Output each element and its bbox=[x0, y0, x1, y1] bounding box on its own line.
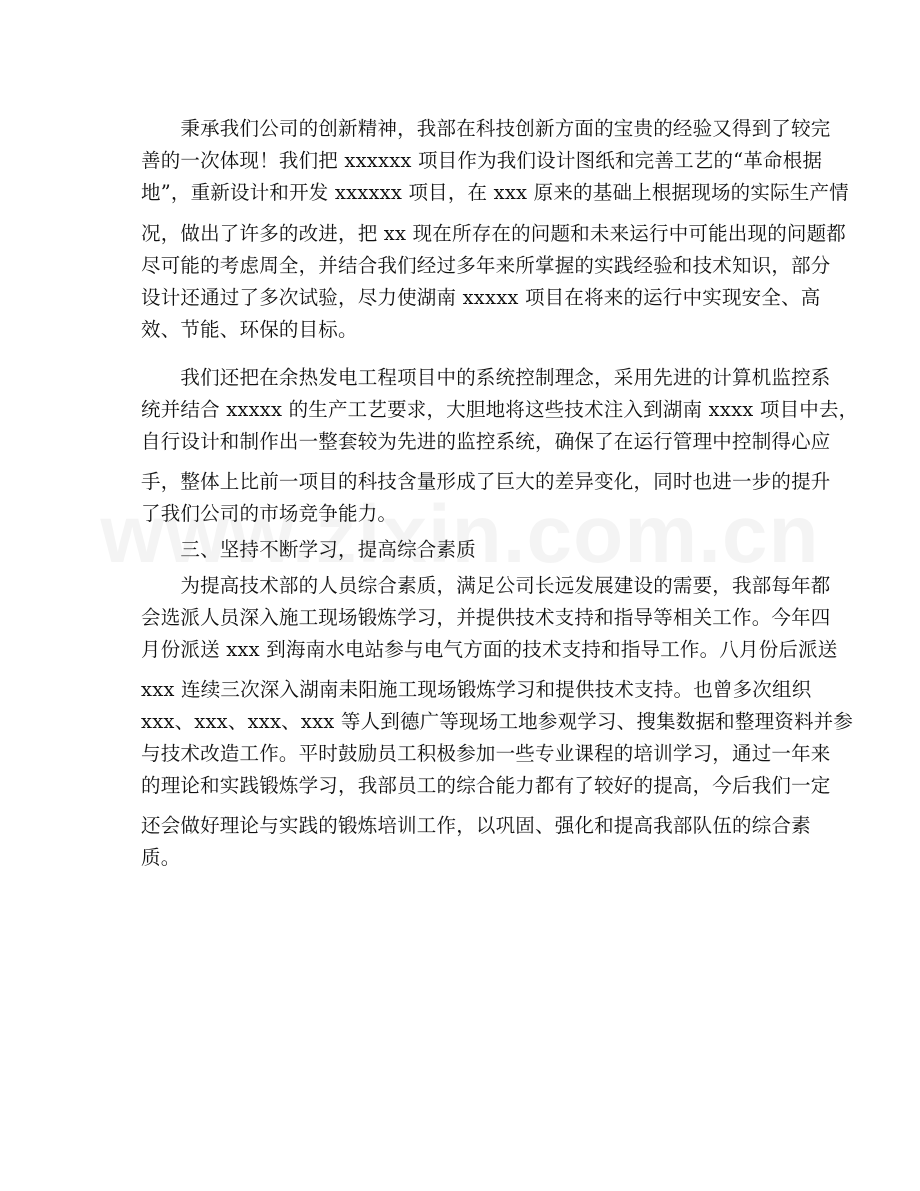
text-line: 的理论和实践锻炼学习，我部员工的综合能力都有了较好的提高，今后我们一定 bbox=[141, 774, 831, 797]
text-line: 秉承我们公司的创新精神，我部在科技创新方面的宝贵的经验又得到了较完 bbox=[141, 117, 831, 140]
text-line: 我们还把在余热发电工程项目中的系统控制理念，采用先进的计算机监控系 bbox=[141, 366, 831, 389]
text-line: 善的一次体现！我们把 xxxxxx 项目作为我们设计图纸和完善工艺的“革命根据 bbox=[141, 149, 823, 172]
text-line: 质。 bbox=[141, 846, 181, 869]
text-line: 为提高技术部的人员综合素质，满足公司长远发展建设的需要，我部每年都 bbox=[141, 574, 831, 597]
text-line: xxx、xxx、xxx、xxx 等人到德广等现场工地参观学习、搜集数据和整理资料并参 bbox=[141, 710, 854, 733]
text-line: 效、节能、环保的目标。 bbox=[141, 318, 358, 341]
text-line: 尽可能的考虑周全，并结合我们经过多年来所掌握的实践经验和技术知识，部分 bbox=[141, 254, 831, 277]
section-heading: 三、坚持不断学习，提高综合素质 bbox=[141, 538, 476, 561]
text-line: 自行设计和制作出一整套较为先进的监控系统，确保了在运行管理中控制得心应 bbox=[141, 430, 831, 453]
text-line: 手，整体上比前一项目的科技含量形成了巨大的差异变化，同时也进一步的提升 bbox=[141, 470, 831, 493]
text-line: 与技术改造工作。平时鼓励员工积极参加一些专业课程的培训学习，通过一年来 bbox=[141, 742, 831, 765]
text-line: 了我们公司的市场竞争能力。 bbox=[141, 502, 398, 525]
text-line: xxx 连续三次深入湖南耒阳施工现场锻炼学习和提供技术支持。也曾多次组织 bbox=[141, 678, 812, 701]
text-line: 统并结合 xxxxx 的生产工艺要求，大胆地将这些技术注入到湖南 xxxx 项目中去， bbox=[141, 398, 859, 421]
text-line: 地”，重新设计和开发 xxxxxx 项目，在 xxx 原来的基础上根据现场的实际生产情 bbox=[141, 181, 849, 204]
watermark bbox=[0, 488, 920, 582]
text-line: 设计还通过了多次试验，尽力使湖南 xxxxx 项目在将来的运行中实现安全、高 bbox=[141, 286, 821, 309]
text-line: 况，做出了许多的改进，把 xx 现在所存在的问题和未来运行中可能出现的问题都 bbox=[141, 222, 846, 245]
text-line: 还会做好理论与实践的锻炼培训工作，以巩固、强化和提高我部队伍的综合素 bbox=[141, 814, 811, 837]
text-line: 月份派送 xxx 到海南水电站参与电气方面的技术支持和指导工作。八月份后派送 bbox=[141, 638, 838, 661]
text-line: 会选派人员深入施工现场锻炼学习，并提供技术支持和指导等相关工作。今年四 bbox=[141, 606, 831, 629]
